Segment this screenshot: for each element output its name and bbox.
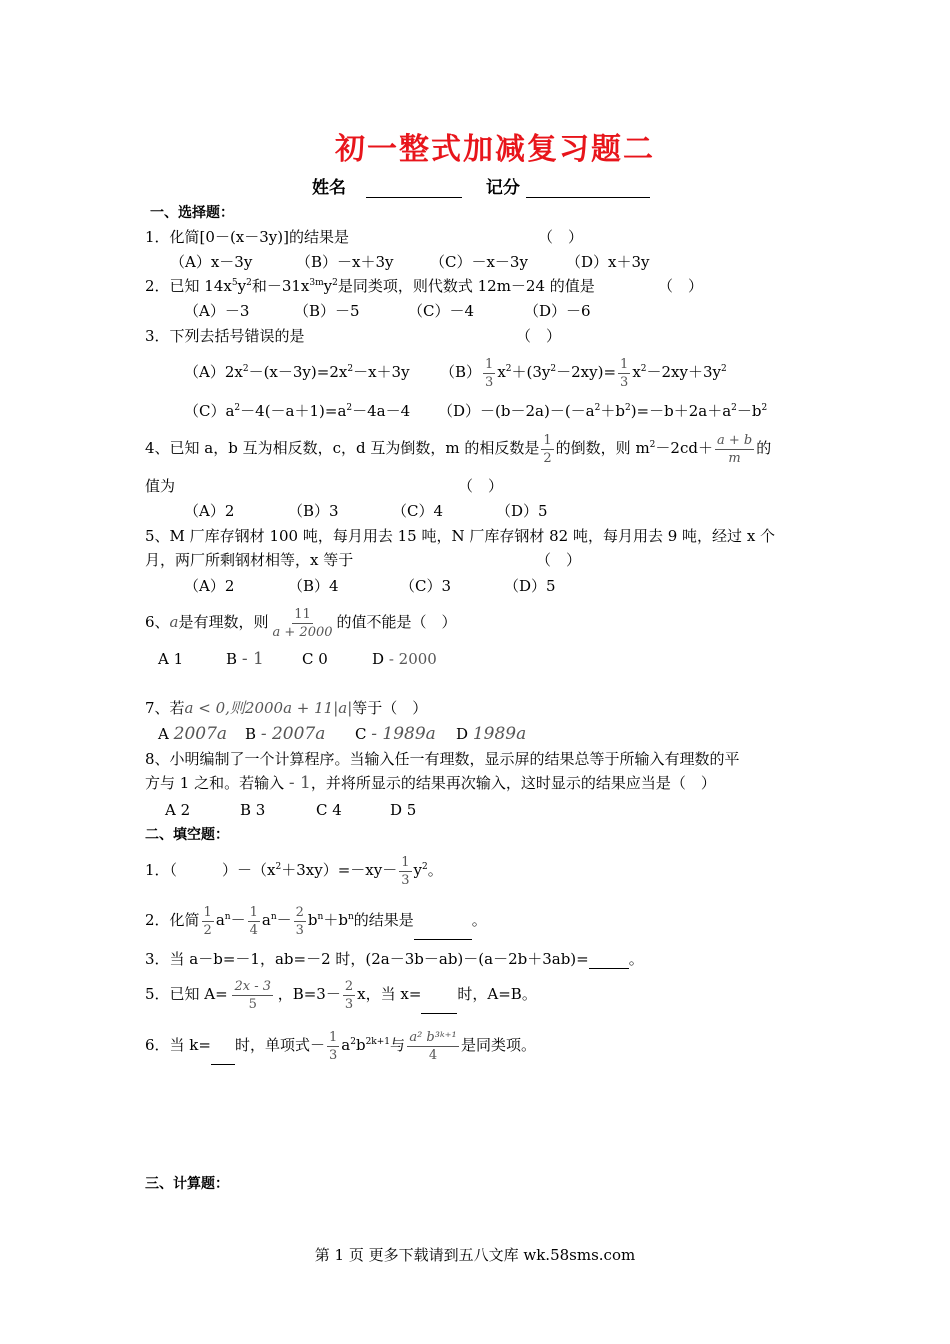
fill-5: 5．已知 A= $\frac{2x - 3}{5}$ ，B=3－ $\frac{2}{3}$ x，当 x= 时，A=B。 <box>145 974 537 1014</box>
section-calc-heading: 三、计算题： <box>145 1176 229 1192</box>
q2-option-a: （A）－3 <box>184 302 250 320</box>
page-title: 初一整式加减复习题二 <box>335 132 655 167</box>
q6-option-c: C 0 <box>302 650 328 668</box>
name-score-line <box>312 178 650 198</box>
q4-option-b: （B）3 <box>288 502 339 520</box>
q3-option-d: $(D)-(b-2a)-(-a^2+b^2)=-b+2a+a^2-b^2$ <box>438 402 768 420</box>
question-3-paren: （ ） <box>516 327 562 345</box>
q8-option-d: D 5 <box>390 801 417 819</box>
question-6-stem: 6、a是有理数，则 $\frac{11}{a + 2000}$ 的值不能是（ ） <box>145 606 457 640</box>
question-4-stem-cont: 值为 <box>145 477 176 495</box>
score-label: 记分 <box>485 178 520 198</box>
question-1 <box>145 227 349 247</box>
q7-option-b: B - 2007a <box>245 724 326 744</box>
fill-5-blank[interactable] <box>421 999 457 1014</box>
page-footer: 第 1 页 更多下载请到五八文库 wk.58sms.com <box>314 1246 636 1264</box>
fill-3: 3．当 a－b=－1，ab=－2 时，(2a－3b－ab)－(a－2b＋3ab)= 。 <box>145 950 644 968</box>
question-1-paren: （ ） <box>538 228 584 246</box>
q3-fraction-1: $\frac{1}{3}$ <box>485 356 494 390</box>
q4-option-a: （A）2 <box>184 502 235 520</box>
q6-option-b: B - 1 <box>226 649 264 669</box>
q3-option-c: $(C)a^2-4(-a+1)=a^2-4a-4$ <box>184 402 411 420</box>
question-5-line-2: 月，两厂所剩钢材相等，x 等于 <box>145 551 354 569</box>
fill-1: 1．（ ）$-(x^2+3xy)=-xy-$ $\frac{1}{3}$ $y^2$。 <box>145 854 443 888</box>
fill-6: 6．当 k= 时，单项式－ $\frac{1}{3}$ $a^2b^{2k+1}$与 $\frac{\text{a² b³ᵏ⁺¹}}{4}$ 是同类项。 <box>145 1025 536 1065</box>
q5-option-c: （C）3 <box>400 577 452 595</box>
fill-6-fraction-2: $\frac{\text{a² b³ᵏ⁺¹}}{4}$ <box>409 1029 457 1063</box>
q4-option-c: （C）4 <box>392 502 444 520</box>
q8-option-c: C 4 <box>316 801 342 819</box>
question-5-line-1: 5、M 厂库存钢材 100 吨，每月用去 15 吨，N 厂库存钢材 82 吨，每月用去 9 吨，经过 x 个 <box>145 527 776 545</box>
section-fill-heading: 二、填空题： <box>145 827 229 843</box>
question-2-paren: （ ） <box>658 277 704 295</box>
q1-option-b: （B）－x＋3y <box>296 253 394 271</box>
fill-5-fraction-1: $\frac{2x - 3}{5}$ <box>234 978 271 1012</box>
question-4-stem: 4、已知 a，b 互为相反数，c，d 互为倒数，m 的相反数是 $\frac{1}{2}$ 的倒数，则 $m^2-2cd+$ $\frac{a + b}{m}$ 的 <box>145 432 772 466</box>
q3-option-a: $(A)2x^2-(x-3y)=2x^2-x+3y$ <box>184 363 410 381</box>
fill-2-blank[interactable] <box>414 925 472 940</box>
question-7-stem: 7、若a < 0,则2000a + 11|a|等于（ ） <box>145 699 428 717</box>
q8-option-a: A 2 <box>165 801 191 819</box>
fill-6-blank[interactable] <box>211 1050 235 1065</box>
question-1-stem: 1．化简[0－(x－3y)]的结果是 <box>145 228 349 246</box>
q2-option-d: （D）－6 <box>524 302 591 320</box>
q4-option-d: （D）5 <box>496 502 548 520</box>
fill-1-fraction: $\frac{1}{3}$ <box>401 854 410 888</box>
q4-fraction-ab-m: $\frac{a + b}{m}$ <box>716 432 753 466</box>
q3-option-b: （B） $\frac{1}{3}$ $x^2+(3y^2-2xy)=$ $\frac{1}{3}$ $x^2-2xy+3y^2$ <box>440 356 727 390</box>
q2-option-c: （C）－4 <box>408 302 475 320</box>
q1-option-a: （A）x－3y <box>170 253 253 271</box>
name-label: 姓名 <box>312 178 346 198</box>
q7-option-d: D 1989a <box>456 724 527 744</box>
section-choice-heading: 一、选择题： <box>150 205 234 221</box>
score-blank[interactable] <box>526 181 650 198</box>
q1-option-d: （D）x＋3y <box>566 253 650 271</box>
q6-option-a: A 1 <box>158 650 184 668</box>
q4-fraction-half: $\frac{1}{2}$ <box>543 432 552 466</box>
question-5-paren: （ ） <box>536 551 582 569</box>
question-8-line-1: 8、小明编制了一个计算程序。当输入任一有理数，显示屏的结果总等于所输入有理数的平 <box>145 750 740 768</box>
q5-option-b: （B）4 <box>288 577 339 595</box>
question-2-stem: 2．已知 $14x^5y^2$和$-31x^{3m}y^2$是同类项，则代数式 12m－24 的值是 <box>145 277 595 295</box>
question-8-line-2: 方与 1 之和。若输入 - 1，并将所显示的结果再次输入，这时显示的结果应当是（ ） <box>145 773 716 793</box>
q6-fraction: $\frac{11}{a + 2000}$ <box>272 606 333 640</box>
fill-2: 2．化简 $\frac{1}{2}$ $a^n-$ $\frac{1}{4}$ $a^n-$ $\frac{2}{3}$ $b^n+b^n$的结果是 。 <box>145 900 487 940</box>
q7-option-c: C - 1989a <box>355 724 436 744</box>
q3-fraction-2: $\frac{1}{3}$ <box>620 356 629 390</box>
q1-option-c: （C）－x－3y <box>430 253 528 271</box>
fill-3-blank[interactable] <box>589 954 629 969</box>
name-blank[interactable] <box>366 181 462 198</box>
question-3-stem: 3．下列去括号错误的是 <box>145 327 305 345</box>
q7-option-a: A 2007a <box>158 724 228 744</box>
question-4-paren: （ ） <box>458 477 504 495</box>
q2-option-b: （B）－5 <box>294 302 360 320</box>
q6-option-d: D - 2000 <box>372 650 437 668</box>
q5-option-d: （D）5 <box>504 577 556 595</box>
q5-option-a: （A）2 <box>184 577 235 595</box>
q8-option-b: B 3 <box>240 801 266 819</box>
